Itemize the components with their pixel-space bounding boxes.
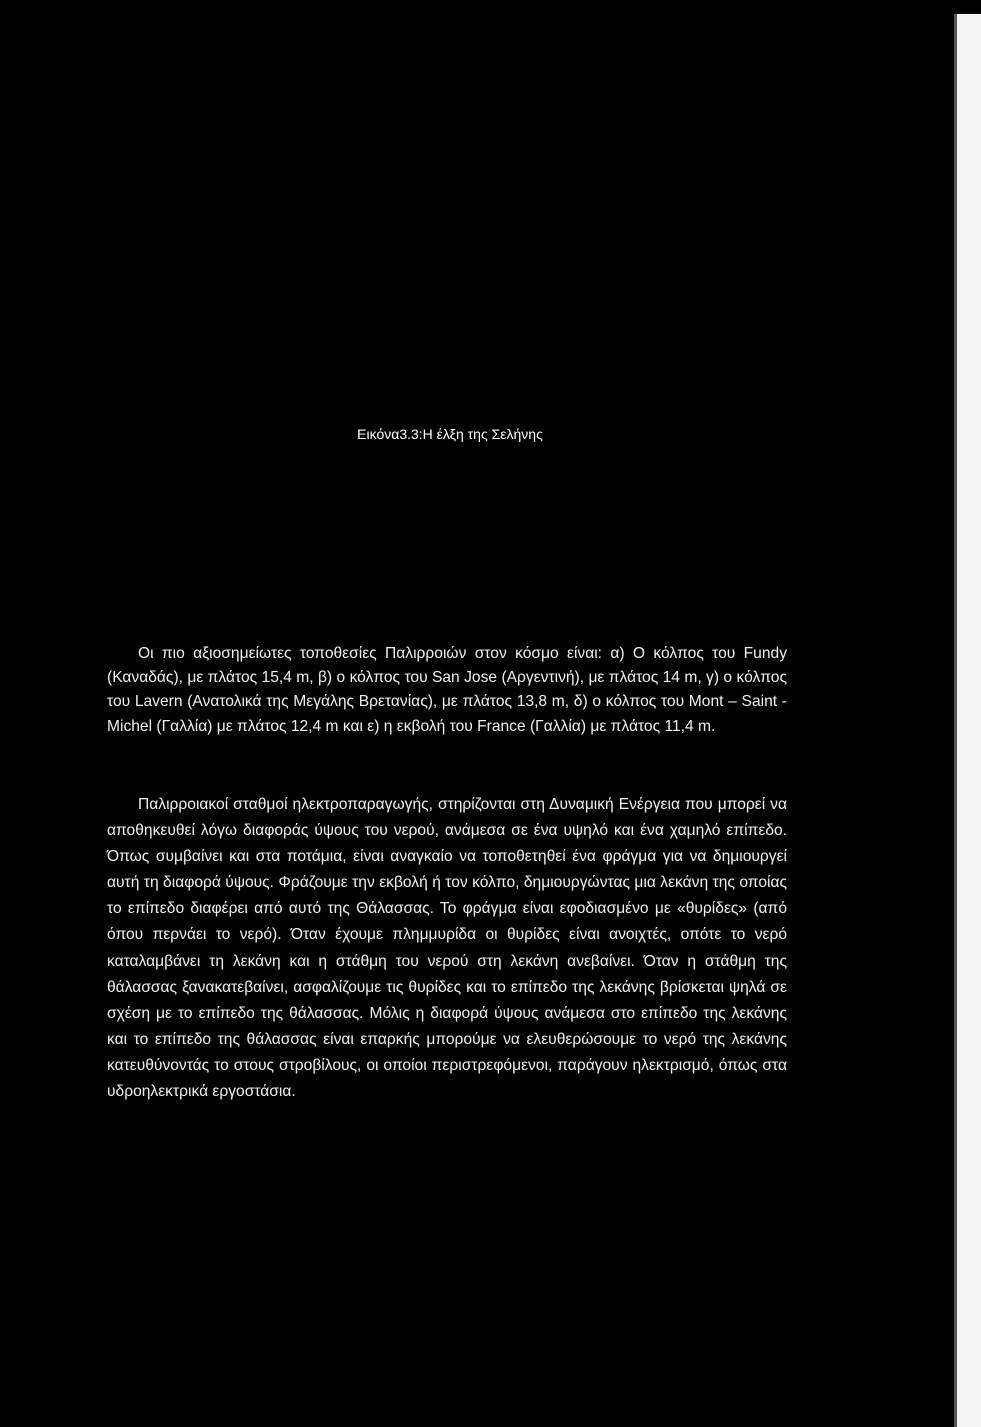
paragraph-tidal-power-stations: Παλιρροιακοί σταθμοί ηλεκτροπαραγωγής, στηρίζονται στη Δυναμική Ενέργεια που μπορεί να αποθηκευθεί λόγω διαφοράς ύψους του νερού, ανάμεσα σε ένα υψηλό και ένα χαμηλό επίπεδο. Όπως συμβαίνει και στα ποτάμια, είναι αναγκαίο να τοποθετηθεί ένα φράγμα για να δημιουργεί αυτή τη διαφορά ύψους. Φράζουμε την εκβολή ή τον κόλπο, δημιουργώντας μια λεκάνη της οποίας το επίπεδο διαφέρει από αυτό της Θάλασσας. Το φράγμα είναι εφοδιασμένο με «θυρίδες» (από όπου περνάει το νερό). Όταν έχουμε πλημμυρίδα οι θυρίδες είναι ανοιχτές, οπότε το νερό καταλαμβάνει τη λεκάνη και η στάθμη του νερού στη λεκάνη ανεβαίνει. Όταν η στάθμη της θάλασσας ξανακατεβαίνει, ασφαλίζουμε τις θυρίδες και το επίπεδο της λεκάνης βρίσκεται ψηλά σε σχέση με το επίπεδο της θάλασσας. Μόλις η διαφορά ύψους ανάμεσα στο επίπεδο της λεκάνης και το επίπεδο της θάλασσας είναι επαρκής μπορούμε να ελευθερώσουμε το νερό της λεκάνης κατευθύνοντάς το στους στροβίλους, οι οποίοι περιστρεφόμενοι, παράγουν ηλεκτρισμό, όπως στα υδροηλεκτρικά εργοστάσια.: [107, 796, 787, 1101]
figure-caption: Εικόνα3.3:Η έλξη της Σελήνης: [357, 426, 543, 442]
scan-edge-strip: [957, 14, 981, 1427]
paragraph-tidal-locations: Οι πιο αξιοσημείωτες τοποθεσίες Παλιρροιών στον κόσμο είναι: α) Ο κόλπος του Fundy (Καναδάς), με πλάτος 15,4 m, β) ο κόλπος του San Jose (Αργεντινή), με πλάτος 14 m, γ) ο κόλπος του Lavern (Ανατολικά της Μεγάλης Βρετανίας), με πλάτος 13,8 m, δ) ο κόλπος του Mont – Saint - Michel (Γαλλία) με πλάτος 12,4 m και ε) η εκβολή του France (Γαλλία) με πλάτος 11,4 m.: [107, 645, 787, 735]
